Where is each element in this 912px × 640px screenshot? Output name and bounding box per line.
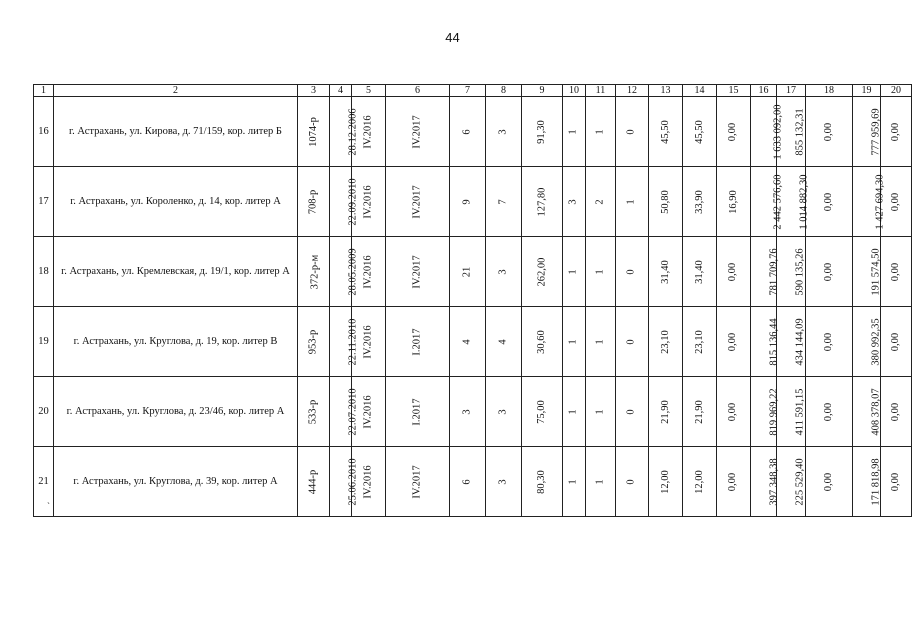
cell-value: 3 — [497, 478, 509, 485]
column-header-4: 4 — [330, 85, 352, 97]
cell-value: 6 — [461, 478, 473, 485]
cell-value: 2 442 576,60 — [772, 173, 784, 230]
cell-c8 — [486, 447, 522, 517]
cell-c17 — [777, 307, 806, 377]
cell-value: 127,80 — [536, 187, 547, 216]
cell-c18 — [806, 447, 853, 517]
cell-value: 0,00 — [890, 332, 901, 351]
cell-c20 — [881, 377, 912, 447]
cell-c9 — [522, 167, 563, 237]
cell-c19 — [853, 377, 881, 447]
cell-c12 — [616, 167, 649, 237]
cell-value: 21,90 — [693, 399, 705, 424]
cell-c4 — [330, 447, 359, 517]
column-header-15: 15 — [717, 85, 751, 97]
cell-value: 12,00 — [659, 469, 671, 494]
cell-value: IV.2017 — [411, 114, 423, 149]
cell-c13 — [649, 167, 683, 237]
column-header-20: 20 — [881, 85, 912, 97]
address-cell: г. Астрахань, ул. Круглова, д. 19, кор. литер В — [54, 307, 298, 377]
cell-c16 — [751, 237, 780, 307]
cell-c20 — [881, 97, 912, 167]
cell-c6 — [386, 167, 450, 237]
cell-c9 — [522, 447, 563, 517]
cell-c13 — [649, 307, 683, 377]
cell-value: I.2017 — [411, 397, 423, 426]
cell-c12 — [616, 237, 649, 307]
cell-value: IV.2016 — [362, 464, 374, 499]
cell-value: 21 — [461, 266, 473, 277]
column-header-7: 7 — [450, 85, 486, 97]
cell-value: IV.2016 — [362, 254, 374, 289]
cell-c14 — [683, 377, 717, 447]
cell-c19 — [853, 167, 886, 237]
cell-c14 — [683, 307, 717, 377]
cell-c4 — [330, 97, 359, 167]
row-number — [34, 167, 54, 237]
cell-value: 1 — [568, 268, 579, 275]
cell-c7 — [450, 447, 486, 517]
cell-value: 22.09.2010 — [347, 177, 359, 226]
cell-c8 — [486, 307, 522, 377]
column-header-1: 1 — [34, 85, 54, 97]
cell-value: 262,00 — [536, 257, 547, 286]
cell-value: IV.2017 — [411, 464, 423, 499]
cell-value: 45,50 — [693, 119, 705, 144]
cell-c12 — [616, 97, 649, 167]
table-row — [34, 237, 912, 307]
cell-c10 — [563, 237, 586, 307]
cell-c13 — [649, 237, 683, 307]
cell-c15 — [717, 97, 751, 167]
cell-value: 0,00 — [890, 402, 901, 421]
cell-c20 — [881, 307, 912, 377]
column-header-18: 18 — [806, 85, 853, 97]
cell-value: 0 — [626, 408, 637, 415]
cell-value: 0 — [626, 268, 637, 275]
cell-value: 590 135,26 — [794, 247, 806, 296]
cell-c3 — [298, 377, 330, 447]
cell-value: I.2017 — [411, 327, 423, 356]
cell-c18 — [806, 167, 853, 237]
cell-value: 444-р — [307, 469, 319, 494]
cell-value: 0 — [626, 478, 637, 485]
cell-c4 — [330, 377, 359, 447]
cell-value: 0,00 — [727, 262, 739, 281]
cell-c15 — [717, 167, 751, 237]
cell-c3 — [298, 97, 330, 167]
column-header-12: 12 — [616, 85, 649, 97]
cell-value: 855 132,31 — [794, 107, 806, 156]
row-number-text: 21 — [38, 476, 49, 487]
cell-c6 — [386, 447, 450, 517]
cell-c11 — [586, 237, 616, 307]
cell-c9 — [522, 97, 563, 167]
cell-c13 — [649, 97, 683, 167]
cell-value: 21,90 — [659, 399, 671, 424]
cell-c16 — [751, 447, 780, 517]
cell-c18 — [806, 237, 853, 307]
cell-c13 — [649, 377, 683, 447]
cell-value: 3 — [461, 408, 473, 415]
cell-value: 0,00 — [727, 472, 739, 491]
column-header-10: 10 — [563, 85, 586, 97]
cell-c7 — [450, 97, 486, 167]
cell-c6 — [386, 377, 450, 447]
cell-c3 — [298, 237, 330, 307]
cell-value: 1 427 694,30 — [874, 173, 886, 230]
cell-value: 3 — [497, 128, 509, 135]
column-header-9: 9 — [522, 85, 563, 97]
cell-value: 408 378,07 — [870, 387, 882, 436]
address-cell: г. Астрахань, ул. Кремлевская, д. 19/1, кор. литер А — [54, 237, 298, 307]
cell-c14 — [683, 167, 717, 237]
row-number-text: 20 — [38, 406, 49, 417]
address-cell: г. Астрахань, ул. Кирова, д. 71/159, кор. литер Б — [54, 97, 298, 167]
column-header-17: 17 — [777, 85, 806, 97]
cell-value: 31,40 — [693, 259, 705, 284]
cell-value: 28.12.2006 — [347, 107, 359, 156]
cell-c8 — [486, 97, 522, 167]
cell-c12 — [616, 307, 649, 377]
column-header-16: 16 — [751, 85, 777, 97]
cell-value: 191 574,50 — [870, 247, 882, 296]
page-number: 44 — [445, 30, 460, 45]
cell-c14 — [683, 237, 717, 307]
column-header-3: 3 — [298, 85, 330, 97]
cell-value: 0,00 — [727, 332, 739, 351]
cell-value: 3 — [497, 408, 509, 415]
cell-value: 80,30 — [536, 469, 547, 494]
cell-c10 — [563, 307, 586, 377]
cell-c6 — [386, 307, 450, 377]
row-number — [34, 97, 54, 167]
cell-value: 22.07.2010 — [347, 387, 359, 436]
column-header-19: 19 — [853, 85, 881, 97]
cell-c11 — [586, 307, 616, 377]
cell-value: 0,00 — [890, 262, 901, 281]
cell-c11 — [586, 167, 616, 237]
cell-value: 0,00 — [890, 122, 901, 141]
cell-c18 — [806, 307, 853, 377]
column-header-14: 14 — [683, 85, 717, 97]
cell-value: 12,00 — [693, 469, 705, 494]
cell-c11 — [586, 377, 616, 447]
cell-c17 — [777, 237, 806, 307]
cell-c3 — [298, 307, 330, 377]
cell-value: 1 — [594, 268, 606, 275]
cell-c14 — [683, 97, 717, 167]
cell-c6 — [386, 97, 450, 167]
cell-value: 372-р-м — [309, 254, 321, 289]
cell-c17 — [777, 377, 806, 447]
cell-c13 — [649, 447, 683, 517]
cell-value: 50,80 — [659, 189, 671, 214]
cell-value: 411 591,15 — [794, 388, 806, 435]
cell-value: 30,60 — [536, 329, 547, 354]
cell-value: 0,00 — [890, 472, 901, 491]
cell-value: 1 — [594, 128, 606, 135]
column-header-8: 8 — [486, 85, 522, 97]
cell-value: 75,00 — [536, 399, 547, 424]
cell-c10 — [563, 377, 586, 447]
cell-c14 — [683, 447, 717, 517]
cell-c15 — [717, 377, 751, 447]
cell-value: 781 709,76 — [768, 247, 780, 296]
cell-c9 — [522, 237, 563, 307]
cell-c20 — [881, 237, 912, 307]
cell-value: 1 — [568, 128, 579, 135]
row-number-text: 19 — [38, 336, 49, 347]
cell-value: 0,00 — [890, 192, 901, 211]
cell-c18 — [806, 97, 853, 167]
table-row — [34, 97, 912, 167]
row-number — [34, 377, 54, 447]
cell-c9 — [522, 377, 563, 447]
cell-value: 3 — [497, 268, 509, 275]
cell-value: 0,00 — [727, 402, 739, 421]
cell-value: 1 — [626, 198, 637, 205]
cell-c4 — [330, 307, 359, 377]
cell-value: 91,30 — [536, 119, 547, 144]
cell-value: IV.2016 — [362, 394, 374, 429]
row-number — [34, 307, 54, 377]
cell-value: 16,90 — [727, 189, 739, 214]
cell-value: 0,00 — [823, 192, 834, 211]
cell-value: 953-р — [307, 329, 319, 354]
row-mark: ` — [47, 501, 50, 511]
cell-value: 708-р — [307, 189, 319, 214]
cell-value: 0,00 — [823, 472, 834, 491]
cell-c6 — [386, 237, 450, 307]
cell-value: 0,00 — [823, 402, 834, 421]
cell-c8 — [486, 377, 522, 447]
cell-value: 31,40 — [659, 259, 671, 284]
cell-c15 — [717, 237, 751, 307]
column-header-6: 6 — [386, 85, 450, 97]
cell-value: 380 992,35 — [870, 317, 882, 366]
row-number-text: 18 — [38, 266, 49, 277]
cell-value: 533-р — [307, 399, 319, 424]
cell-value: 33,90 — [693, 189, 705, 214]
cell-value: 23,10 — [693, 329, 705, 354]
row-number-text: 17 — [38, 196, 49, 207]
cell-c9 — [522, 307, 563, 377]
cell-value: 0,00 — [823, 332, 834, 351]
cell-value: IV.2017 — [411, 184, 423, 219]
cell-value: 23,10 — [659, 329, 671, 354]
cell-c4 — [330, 237, 359, 307]
cell-c17 — [777, 447, 806, 517]
cell-value: IV.2016 — [362, 184, 374, 219]
register-table — [33, 84, 912, 517]
cell-value: 1 014 882,30 — [798, 173, 810, 230]
cell-c7 — [450, 377, 486, 447]
cell-value: 1 633 092,00 — [772, 103, 784, 160]
cell-c18 — [806, 377, 853, 447]
cell-value: 0,00 — [823, 262, 834, 281]
table-row — [34, 167, 912, 237]
cell-value: 4 — [497, 338, 509, 345]
cell-value: 0 — [626, 128, 637, 135]
row-number-text: 16 — [38, 126, 49, 137]
cell-value: 815 136,44 — [768, 317, 780, 366]
cell-c3 — [298, 447, 330, 517]
cell-c4 — [330, 167, 359, 237]
cell-value: 22.11.2010 — [347, 318, 359, 365]
table-row — [34, 307, 912, 377]
cell-value: 7 — [497, 198, 509, 205]
cell-c19 — [853, 237, 881, 307]
cell-value: IV.2017 — [411, 254, 423, 289]
table-row — [34, 447, 912, 517]
cell-value: 171 818,98 — [870, 457, 882, 506]
cell-value: 1 — [568, 338, 579, 345]
cell-c16 — [751, 97, 784, 167]
cell-value: 3 — [568, 198, 579, 205]
row-number — [34, 237, 54, 307]
cell-value: 225 529,40 — [794, 457, 806, 506]
cell-c8 — [486, 237, 522, 307]
cell-value: 1 — [594, 478, 606, 485]
cell-c10 — [563, 167, 586, 237]
cell-value: 0 — [626, 338, 637, 345]
cell-value: 6 — [461, 128, 473, 135]
cell-value: 1074-р — [307, 116, 319, 147]
cell-value: 25.06.2010 — [347, 457, 359, 506]
cell-c19 — [853, 307, 881, 377]
cell-c7 — [450, 237, 486, 307]
row-number — [34, 447, 54, 517]
cell-value: 0,00 — [727, 122, 739, 141]
cell-value: 4 — [461, 338, 473, 345]
column-header-13: 13 — [649, 85, 683, 97]
address-cell: г. Астрахань, ул. Короленко, д. 14, кор. литер А — [54, 167, 298, 237]
cell-c7 — [450, 307, 486, 377]
cell-c7 — [450, 167, 486, 237]
cell-value: 1 — [594, 408, 606, 415]
cell-value: 1 — [594, 338, 606, 345]
table-row — [34, 377, 912, 447]
cell-value: IV.2016 — [362, 114, 374, 149]
cell-value: 2 — [594, 198, 606, 205]
column-header-5: 5 — [352, 85, 386, 97]
cell-c11 — [586, 97, 616, 167]
cell-c16 — [751, 377, 780, 447]
cell-value: IV.2016 — [362, 324, 374, 359]
cell-value: 0,00 — [823, 122, 834, 141]
address-cell: г. Астрахань, ул. Круглова, д. 39, кор. литер А — [54, 447, 298, 517]
cell-c19 — [853, 97, 881, 167]
cell-value: 1 — [568, 478, 579, 485]
column-header-2: 2 — [54, 85, 298, 97]
cell-c11 — [586, 447, 616, 517]
cell-value: 1 — [568, 408, 579, 415]
header-row — [34, 85, 912, 97]
cell-value: 9 — [461, 198, 473, 205]
cell-value: 397 348,38 — [768, 457, 780, 506]
address-cell: г. Астрахань, ул. Круглова, д. 23/46, кор. литер А — [54, 377, 298, 447]
cell-c20 — [881, 447, 912, 517]
cell-c3 — [298, 167, 330, 237]
cell-value: 434 144,09 — [794, 317, 806, 366]
cell-value: 28.05.2009 — [347, 247, 359, 296]
cell-c10 — [563, 447, 586, 517]
cell-c12 — [616, 377, 649, 447]
cell-c8 — [486, 167, 522, 237]
cell-c15 — [717, 307, 751, 377]
cell-value: 777 959,69 — [870, 107, 882, 156]
cell-c16 — [751, 307, 780, 377]
cell-c15 — [717, 447, 751, 517]
column-header-11: 11 — [586, 85, 616, 97]
cell-c16 — [751, 167, 784, 237]
cell-c12 — [616, 447, 649, 517]
cell-c10 — [563, 97, 586, 167]
cell-value: 45,50 — [659, 119, 671, 144]
cell-value: 819 969,22 — [768, 387, 780, 436]
cell-c19 — [853, 447, 881, 517]
